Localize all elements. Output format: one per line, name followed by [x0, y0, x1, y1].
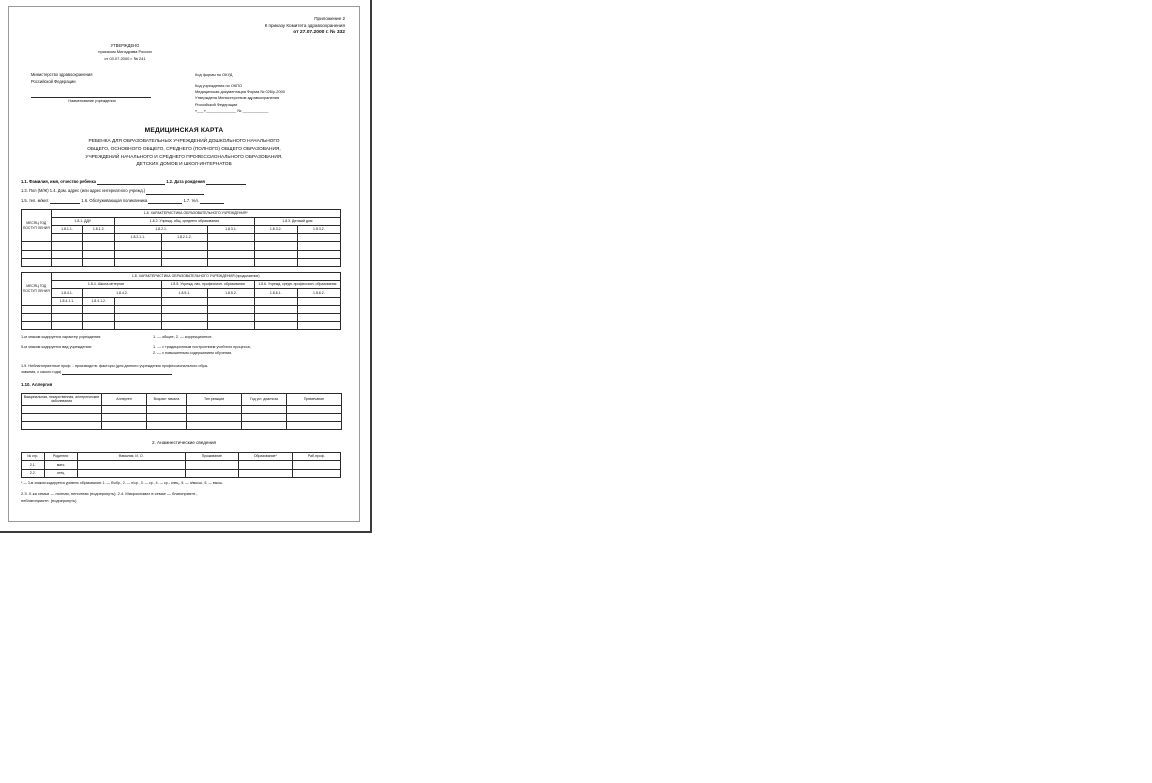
cell-month-year-label-2: МЕСЯЦ ГОД ПОСТУП ЛЕНИЯ	[22, 273, 52, 306]
cell-code-1862: 1.8.6.2.	[297, 289, 340, 297]
table-row	[22, 250, 341, 258]
cell-blank-b5	[297, 297, 340, 305]
note-1-label: 1-м знаком кодируется характер учреждения:	[21, 335, 102, 340]
cell-empty	[22, 405, 102, 413]
table-row	[22, 281, 341, 289]
ministry-line-2: Российской Федерации	[31, 78, 76, 84]
cell-empty	[254, 305, 297, 313]
cell-empty	[22, 413, 102, 421]
field-15-label: 1.5. тел. м/жит.	[21, 197, 50, 203]
cell-empty	[242, 413, 287, 421]
cell-code-18411: 1.8.4.1.1.	[51, 297, 83, 305]
appendix-label: Приложение 2	[314, 16, 345, 21]
cell-blank-b2	[161, 297, 208, 305]
cell-month-year-label: МЕСЯЦ ГОД ПОСТУП ЛЕНИЯ	[22, 209, 52, 242]
field-row-15	[17, 197, 351, 204]
note-2-label: 5-м знаком кодируется вид учреждения:	[21, 345, 92, 350]
cell-empty	[83, 250, 115, 258]
table-row	[22, 453, 341, 461]
cell-empty	[208, 313, 255, 321]
approved-by-line: Утверждена Министерством здравоохранения	[195, 95, 280, 101]
page-subtitle	[17, 138, 351, 169]
date-number-blank-line: «___»______________ № ____________	[195, 108, 269, 114]
subtitle-line-3: УЧРЕЖДЕНИЙ НАЧАЛЬНОГО И СРЕДНЕГО ПРОФЕССИОНАЛЬНОГО ОБРАЗОВАНИЯ,	[85, 154, 283, 160]
cell-empty	[147, 405, 187, 413]
document-body	[9, 7, 359, 504]
cell-empty	[287, 405, 342, 413]
cell-empty	[22, 250, 52, 258]
cell-blank-b4	[254, 297, 297, 305]
cell-empty	[115, 322, 162, 330]
tail-line-1: 2.3. Х-ка семьи — полная, неполная (подчеркнуть); 2.4. Микроклимат в семье — благоприятн.,	[21, 491, 198, 497]
note-2-value-2: 2. — с повышенным содержанием обучения.	[153, 351, 233, 356]
cell-empty	[102, 413, 147, 421]
field-19	[17, 363, 351, 375]
cell-code-1812: 1.8.1.2.	[83, 226, 115, 234]
cell-empty	[254, 258, 297, 266]
cell-empty	[161, 258, 208, 266]
table-row	[22, 305, 341, 313]
approval-by: приказом Минздрава России	[98, 49, 152, 55]
cell-anamnesis-header-3: Проживание	[185, 453, 239, 461]
table-education-institution-continued	[21, 272, 341, 330]
cell-empty	[287, 413, 342, 421]
cell-empty	[161, 322, 208, 330]
cell-empty	[187, 422, 242, 430]
cell-empty	[115, 250, 162, 258]
cell-code-1842: 1.8.4.2.	[83, 289, 161, 297]
cell-allergy-header-2: Возраст начала	[147, 394, 187, 406]
subtitle-line-1: РЕБЕНКА ДЛЯ ОБРАЗОВАТЕЛЬНЫХ УЧРЕЖДЕНИЙ ДОШКОЛЬНОГО НАЧАЛЬНОГО	[88, 139, 280, 145]
ministry-line-1: Министерство здравоохранения	[31, 72, 93, 78]
cell-row-number: 2.1.	[22, 461, 45, 469]
ministry-block	[17, 72, 167, 115]
cell-code-1831: 1.8.3.2.	[254, 226, 297, 234]
cell-empty	[297, 242, 340, 250]
cell-empty	[115, 258, 162, 266]
table-row	[22, 322, 341, 330]
field-19-line-2: зования, с какого года)	[21, 369, 351, 375]
table-row	[22, 422, 342, 430]
institution-name-blank	[31, 90, 151, 98]
tail-block	[17, 491, 351, 504]
cell-empty	[161, 250, 208, 258]
subtitle-line-4: ДЕТСКИХ ДОМОВ И ШКОЛ-ИНТЕРНАТОВ	[136, 162, 232, 168]
cell-empty	[208, 258, 255, 266]
cell-empty	[115, 313, 162, 321]
table-row	[22, 297, 341, 305]
cell-allergy-header-0: Вакцинальная, лекарственная, аллергические заболевания	[22, 394, 102, 406]
table-row	[22, 461, 341, 469]
table-row	[22, 226, 341, 234]
codes-block	[167, 72, 351, 115]
field-17-label: 1.7. тел.	[183, 197, 199, 203]
cell-anamnesis-header-2: Фамилия, И. О.	[77, 453, 185, 461]
ministry-and-codes-row	[17, 72, 351, 115]
cell-empty	[51, 322, 83, 330]
cell-empty	[161, 313, 208, 321]
cell-allergy-header-5: Примечание	[287, 394, 342, 406]
cell-empty	[297, 258, 340, 266]
note-character-code	[17, 334, 351, 340]
table-row	[22, 234, 341, 242]
cell-allergy-header-1: Аллерген	[102, 394, 147, 406]
cell-empty	[83, 322, 115, 330]
table-row	[22, 469, 341, 477]
cell-allergy-header-4: Год уст. диагноза	[242, 394, 287, 406]
cell-empty	[77, 469, 185, 477]
note-1-value: 1. — общее, 2. — коррекционное.	[153, 335, 213, 340]
cell-empty	[22, 313, 52, 321]
field-13-label: 1.3. Пол (М/Ж) 1.4. Дом. адрес (или адрес интернатного учрежд.)	[21, 188, 146, 194]
page-title: МЕДИЦИНСКАЯ КАРТА	[144, 126, 224, 134]
cell-empty	[51, 250, 83, 258]
cell-table18-caption: 1.8. ХАРАКТЕРИСТИКА ОБРАЗОВАТЕЛЬНОГО УЧРЕЖДЕНИЯ*	[51, 209, 340, 217]
cell-empty	[22, 258, 52, 266]
cell-empty	[147, 413, 187, 421]
cell-empty	[161, 242, 208, 250]
cell-empty	[102, 422, 147, 430]
field-12-label: 1.2. Дата рождения	[166, 179, 205, 185]
cell-empty	[297, 313, 340, 321]
cell-allergy-header-3: Тип реакции	[187, 394, 242, 406]
cell-empty	[239, 469, 293, 477]
cell-anamnesis-header-1: Родители	[44, 453, 77, 461]
subtitle-line-2: ОБЩЕГО, ОСНОВНОГО ОБЩЕГО, СРЕДНЕГО (ПОЛНОГО) ОБЩЕГО ОБРАЗОВАНИЯ,	[87, 146, 281, 152]
cell-anamnesis-header-0: № стр.	[22, 453, 45, 461]
cell-table18b-caption: 1.8. ХАРАКТЕРИСТИКА ОБРАЗОВАТЕЛЬНОГО УЧРЕЖДЕНИЯ (продолжение)	[51, 273, 340, 281]
cell-empty	[208, 250, 255, 258]
okpo-code-line: Код учреждения по ОКПО	[195, 82, 242, 88]
table-row	[22, 258, 341, 266]
cell-empty	[115, 242, 162, 250]
table-row	[22, 209, 341, 217]
cell-code-1811: 1.8.1.1.	[51, 226, 83, 234]
cell-group-primary-prof: 1.8.5. Учрежд. нач. профессион. образования	[161, 281, 254, 289]
cell-empty	[242, 405, 287, 413]
cell-code-18212: 1.8.2.1.2.	[161, 234, 208, 242]
field-row-13	[17, 187, 351, 194]
cell-group-secondary-prof: 1.8.6. Учрежд. средн. профессион. образования	[254, 281, 340, 289]
cell-empty	[102, 405, 147, 413]
cell-blank-a2	[83, 234, 115, 242]
approval-block	[17, 43, 233, 62]
cell-group-ddu: 1.8.1. ДДУ	[51, 217, 115, 225]
cell-empty	[185, 461, 239, 469]
cell-parent-father: отец	[44, 469, 77, 477]
cell-code-1851: 1.8.5.1.	[161, 289, 208, 297]
table-row	[22, 405, 342, 413]
cell-empty	[292, 461, 340, 469]
okud-code-line: Код формы по ОКУД	[195, 72, 233, 78]
cell-empty	[292, 469, 340, 477]
table-row	[22, 217, 341, 225]
cell-row-number: 2.2.	[22, 469, 45, 477]
cell-empty	[51, 242, 83, 250]
cell-empty	[22, 242, 52, 250]
table-row	[22, 289, 341, 297]
cell-empty	[147, 422, 187, 430]
cell-empty	[297, 322, 340, 330]
cell-empty	[254, 322, 297, 330]
cell-empty	[77, 461, 185, 469]
cell-empty	[297, 250, 340, 258]
cell-empty	[242, 422, 287, 430]
cell-blank-a1	[51, 234, 83, 242]
cell-empty	[51, 313, 83, 321]
order-number-line: от 27.07.2000 г. № 332	[293, 30, 345, 36]
note-2-values	[153, 344, 351, 356]
cell-code-1821: 1.8.2.1.	[115, 226, 208, 234]
cell-empty	[254, 250, 297, 258]
note-2-value-1: 1. — с традиционным построением учебного процесса,	[153, 345, 251, 350]
cell-blank-b3	[208, 297, 255, 305]
table-anamnesis	[21, 452, 341, 478]
cell-empty	[187, 413, 242, 421]
cell-empty	[22, 322, 52, 330]
cell-code-1822: 1.8.3.1.	[208, 226, 255, 234]
approval-date: от 03.07.2000 г. № 241	[104, 55, 146, 61]
cell-parent-mother: мать	[44, 461, 77, 469]
cell-blank-a5	[297, 234, 340, 242]
field-16-label: 1.6. Обслуживающая поликлиника	[81, 197, 148, 203]
table-row	[22, 242, 341, 250]
cell-empty	[83, 313, 115, 321]
cell-empty	[254, 313, 297, 321]
cell-empty	[254, 242, 297, 250]
cell-empty	[239, 461, 293, 469]
cell-empty	[187, 405, 242, 413]
cell-empty	[208, 322, 255, 330]
cell-empty	[287, 422, 342, 430]
document-page	[0, 0, 372, 533]
cell-empty	[83, 242, 115, 250]
cell-anamnesis-header-4: Образование*	[239, 453, 293, 461]
document-sheet	[8, 6, 360, 522]
header-right-block	[17, 15, 345, 37]
form-number-line: Медицинская документация Форма № 026/у-2000	[195, 89, 285, 95]
table-allergy	[21, 393, 342, 430]
cell-empty	[185, 469, 239, 477]
table-education-institution	[21, 209, 341, 267]
field-row-11	[17, 178, 351, 185]
institution-name-caption: Наименование учреждения	[68, 98, 116, 103]
cell-empty	[208, 305, 255, 313]
order-committee-line: К приказу Комитета здравоохранения	[264, 23, 345, 29]
cell-blank-a4	[254, 234, 297, 242]
cell-empty	[51, 305, 83, 313]
cell-code-18412: 1.8.4.1.2.	[83, 297, 115, 305]
field-110-label: 1.10. Аллергия	[21, 381, 53, 387]
table-row	[22, 394, 342, 406]
cell-group-orphanage: 1.8.3. Детский дом	[254, 217, 340, 225]
approval-word: УТВЕРЖДЕНО	[110, 42, 140, 48]
table-row	[22, 273, 341, 281]
cell-empty	[22, 422, 102, 430]
cell-empty	[297, 305, 340, 313]
cell-empty	[161, 305, 208, 313]
cell-group-boarding-school: 1.8.4. Школа-интернат	[51, 281, 161, 289]
cell-code-1861: 1.8.6.1.	[254, 289, 297, 297]
cell-empty	[51, 258, 83, 266]
note-type-code	[17, 344, 351, 356]
cell-empty	[208, 242, 255, 250]
field-11-label: 1.1. Фамилия, имя, отчество ребенка	[21, 179, 96, 185]
table-row	[22, 313, 341, 321]
footnote-education-levels: * — 3-м знаком кодируется уровень образования: 1. — б/обр., 2. — н/ср., 3. — ср., 4. — ср.- спец., 5. — н/высш., 6. — высш.	[21, 480, 223, 485]
cell-code-1841: 1.8.4.1.	[51, 289, 83, 297]
cell-empty	[83, 305, 115, 313]
section-2-title: 2. Анамнестические сведения	[151, 440, 217, 446]
cell-code-1852: 1.8.5.2.	[208, 289, 255, 297]
cell-code-1832: 1.8.3.2.	[297, 226, 340, 234]
cell-anamnesis-header-5: Раб.проф.	[292, 453, 340, 461]
cell-blank-a3	[208, 234, 255, 242]
tail-line-2: неблагоприятн. (подчеркнуть)	[21, 497, 77, 503]
cell-empty	[22, 305, 52, 313]
table-row	[22, 413, 342, 421]
cell-group-general-secondary: 1.8.2. Учрежд. общ. среднего образования	[115, 217, 255, 225]
cell-code-18211: 1.8.2.1.1.	[115, 234, 162, 242]
cell-empty	[115, 305, 162, 313]
field-19-line-1: 1.9. Неблагоприятные проф. - производств. факторы (для данного учреждения профессионального обра-	[21, 363, 209, 368]
federation-line: Российской Федерации	[195, 101, 238, 107]
cell-blank-b1	[115, 297, 162, 305]
cell-empty	[83, 258, 115, 266]
